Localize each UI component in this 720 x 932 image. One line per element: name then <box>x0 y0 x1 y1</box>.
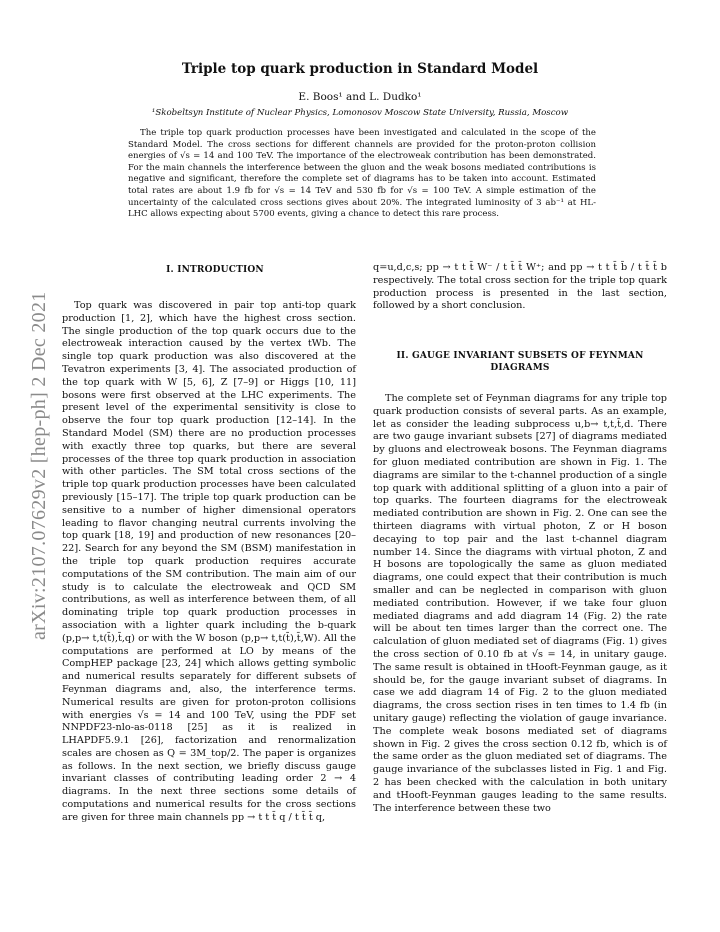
affiliation: ¹Skobeltsyn Institute of Nuclear Physics, Lomonosov Moscow State University, Russia, Moscow <box>151 108 569 118</box>
abstract: The triple top quark production processes have been investigated and calculated in the scope of the Standard Model. The cross sections for different channels are provided for the proton-proton collision energies of √s = 14 and 100 TeV. The importance of the electroweak contribution has been demonstrated. For the main channels the interference between the gluon and the weak bosons mediated contributions is negative and significant, therefore the complete set of diagrams has to be taken into account. Estimated total rates are about 1.9 fb for √s = 14 TeV and 530 fb for √s = 100 TeV. A simple estimation of the uncertainty of the calculated cross sections gives about 20%. The integrated luminosity of 3 ab⁻¹ at HL-LHC allows expecting about 5700 events, giving a chance to detect this rare process. <box>128 128 596 220</box>
section-heading-gauge-invariant: II. GAUGE INVARIANT SUBSETS OF FEYNMAN DIAGRAMS <box>396 351 644 373</box>
author-list: E. Boos¹ and L. Dudko¹ <box>298 91 422 103</box>
paper-title: Triple top quark production in Standard Model <box>181 61 539 77</box>
arxiv-identifier: arXiv:2107.07629v2 [hep-ph] 2 Dec 2021 <box>28 291 50 640</box>
section-heading-introduction: I. INTRODUCTION <box>166 265 264 275</box>
gauge-section-body: The complete set of Feynman diagrams for any triple top quark production consists of several parts. As an example, let as consider the leading subprocess u,b→ t,t,t̄,d. There are two gauge invariant subsets [27] of diagrams mediated by gluons and electroweak bosons. The Feynman diagrams for gluon mediated contribution are shown in Fig. 1. The diagrams are similar to the t-channel production of a single top quark with additional splitting of a gluon into a pair of top quarks. The fourteen diagrams for the electroweak mediated contribution are shown in Fig. 2. One can see the thirteen diagrams with virtual photon, Z or H boson decaying to top pair and the last t-channel diagram number 14. Since the diagrams with virtual photon, Z and H bosons are topologically the same as gluon mediated diagrams, one could expect that their contribution is much smaller and can be neglected in comparison with gluon mediated contribution. However, if we take four gluon mediated diagrams and add diagram 14 (Fig. 2) the rate will be about ten times larger than the correct one. The calculation of gluon mediated set of diagrams (Fig. 1) gives the cross section of 0.10 fb at √s = 14, in unitary gauge. The same result is obtained in tHooft-Feynman gauge, as it should be, for the gauge invariant subset of diagrams. In case we add diagram 14 of Fig. 2 to the gluon mediated diagrams, the cross section rises in ten times to 1.4 fb (in unitary gauge) reflecting the violation of gauge invariance. The complete weak bosons mediated set of diagrams shown in Fig. 2 gives the cross section 0.12 fb, which is of the same order as the gluon mediated set of diagrams. The gauge invariance of the subclasses listed in Fig. 1 and Fig. 2 has been checked with the calculation in both unitary and tHooft-Feynman gauges leading to the same results. The interference between these two <box>373 393 667 814</box>
introduction-continuation: q=u,d,c,s; pp → t t t̄ W⁻ / t t̄ t̄ W⁺; and pp → t t t̄ b̄ / t t̄ t̄ b respectively. The total cross section for the triple top quark production process is presented in the last section, followed by a short conclusion. <box>373 262 667 312</box>
introduction-body: Top quark was discovered in pair top anti-top quark production [1, 2], which have the highest cross section. The single production of the top quark occurs due to the electroweak interaction caused by the vertex tWb. The single top quark production was also discovered at the Tevatron experiments [3, 4]. The associated production of the top quark with W [5, 6], Z [7–9] or Higgs [10, 11] bosons were first observed at the LHC experiments. The present level of the experimental sensitivity is close to observe the four top quark production [12–14]. In the Standard Model (SM) there are no production processes with exactly three top quarks, but there are several processes of the three top quark production in association with other particles. The SM total cross sections of the triple top quark production processes have been calculated previously [15–17]. The triple top quark production can be sensitive to a number of higher dimensional operators leading to flavor changing neutral currents involving the top quark [18, 19] and production of new resonances [20–22]. Search for any beyond the SM (BSM) manifestation in the triple top quark production requires accurate computations of the SM contribution. The main aim of our study is to calculate the electroweak and QCD SM contributions, as well as interference between them, of all dominating triple top quark production processes in association with a lighter quark including the b-quark (p,p→ t,t(t̄),t̄,q) or with the W boson (p,p→ t,t(t̄),t̄,W). All the computations are performed at LO by means of the CompHEP package [23, 24] which allows getting symbolic and numerical results separately for different subsets of Feynman diagrams and, also, the interference terms. Numerical results are given for proton-proton collisions with energies √s = 14 and 100 TeV, using the PDF set NNPDF23-nlo-as-0118 [25] as it is realized in LHAPDF5.9.1 [26], factorization and renormalization scales are chosen as Q = 3M_top/2. The paper is organizes as follows. In the next section, we briefly discuss gauge invariant classes of contributing leading order 2 → 4 diagrams. In the next three sections some details of computations and numerical results for the cross sections are given for three main channels pp → t t t̄ q / t t̄ t̄ q, <box>62 300 356 823</box>
